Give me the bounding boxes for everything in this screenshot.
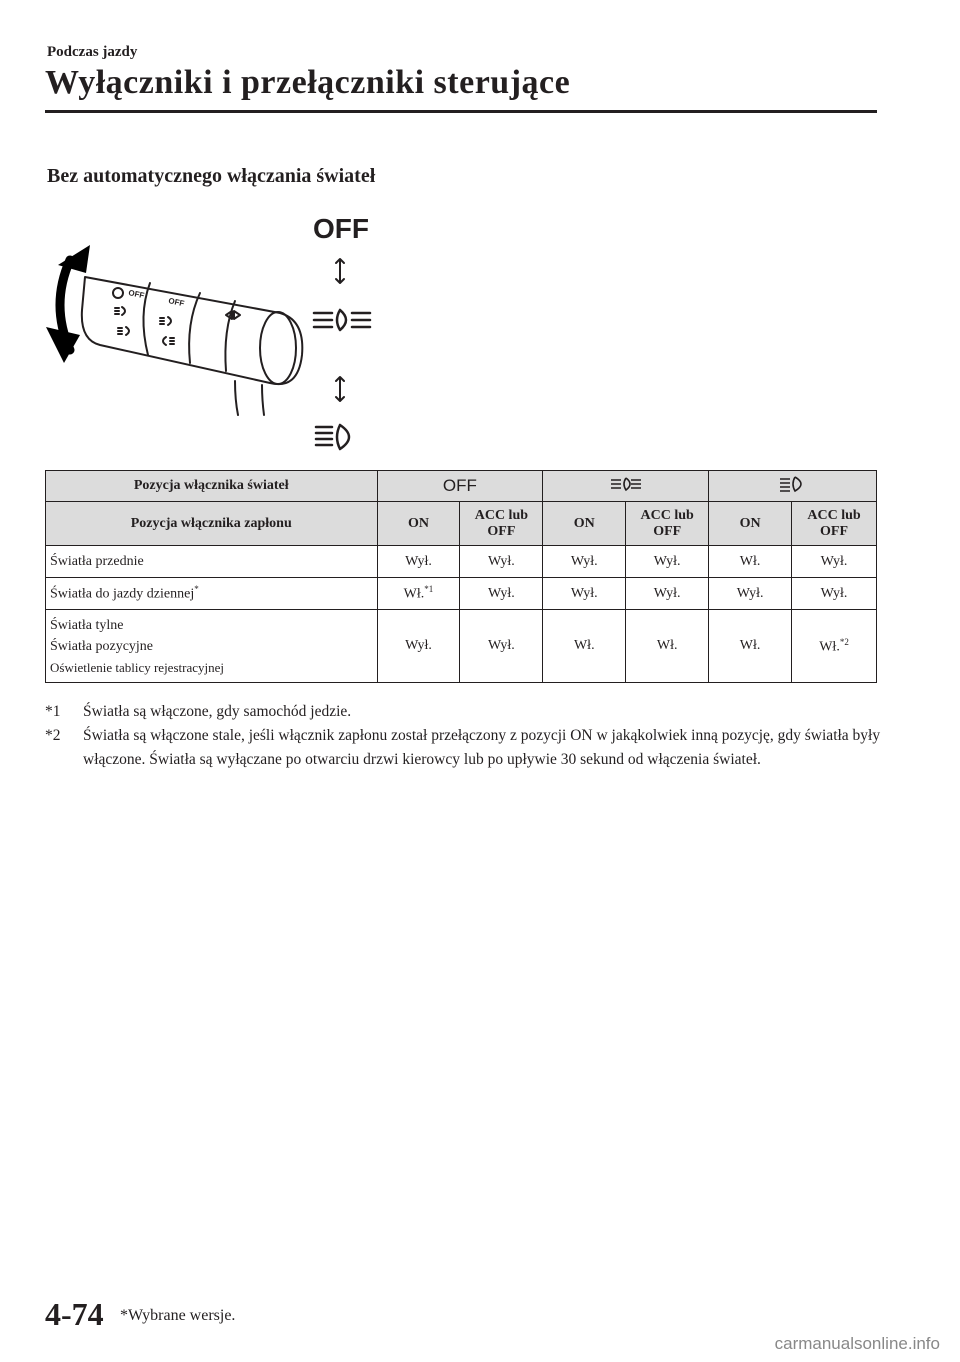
parking-light-icon (606, 475, 646, 493)
cell: Wł. (709, 546, 792, 578)
cell: Wł.$^{*2}$ (792, 610, 877, 683)
stalk-off-label-2: OFF (167, 296, 186, 309)
lights-table (45, 470, 877, 683)
table-header-row-2 (46, 502, 877, 546)
watermark: carmanualsonline.info (774, 1334, 940, 1353)
cell: Wył. (377, 546, 460, 578)
cell: Wył. (377, 610, 460, 683)
headlight-icon (773, 475, 813, 493)
header-off (377, 471, 543, 502)
cell: Wł.$^{*1}$ (377, 578, 460, 610)
cell: Wył. (792, 578, 877, 610)
ignition-acc-3: ACC lub OFF (792, 502, 877, 546)
footnotes (45, 700, 885, 772)
stalk-stem (235, 381, 238, 415)
stalk-off-label-1: OFF (127, 288, 146, 301)
header-parking (543, 471, 709, 502)
title-rule (45, 110, 877, 113)
section-label: Podczas jazdy (47, 44, 138, 60)
cell: Wył. (792, 546, 877, 578)
cell: Wył. (626, 546, 709, 578)
table-row (46, 610, 877, 683)
headlight-icon (118, 327, 129, 335)
page-number: 4-74 (45, 1296, 104, 1332)
headlight-legend-icon (316, 425, 349, 449)
cell: Wył. (460, 610, 543, 683)
stalk-end (260, 312, 296, 384)
row-label: Światła tylne Światła pozycyjne Oświetlenie tablicy rejestracyjnej (46, 610, 378, 683)
row-label: Światła do jazdy dziennej* (46, 578, 378, 610)
stalk-body (82, 277, 303, 384)
cell: Wł. (543, 610, 626, 683)
subheading: Bez automatycznego włączania świateł (47, 165, 376, 187)
page-note: *Wybrane wersje. (120, 1307, 236, 1324)
cell: Wył. (543, 578, 626, 610)
ignition-acc-1: ACC lub OFF (460, 502, 543, 546)
cell: Wł. (626, 610, 709, 683)
stalk-ring-2 (189, 293, 200, 363)
cell: Wył. (543, 546, 626, 578)
table-row (46, 578, 877, 610)
cell: Wł. (709, 610, 792, 683)
rear-fog-light-icon (163, 337, 174, 345)
header-light-switch-position: Pozycja włącznika świateł (46, 471, 378, 502)
table-header-row-1 (46, 471, 877, 502)
cell: Wył. (460, 546, 543, 578)
light-switch-illustration (40, 205, 400, 455)
page-title: Wyłączniki i przełączniki sterujące (45, 64, 571, 101)
footnote: *1 Światła są włączone, gdy samochód jedzie. (45, 703, 352, 720)
turn-signal-icon (226, 311, 240, 319)
off-symbol: OFF (442, 476, 477, 495)
up-down-arrow-icon-2 (336, 377, 344, 401)
parking-light-icon (115, 307, 125, 315)
ignition-on-1: ON (377, 502, 460, 546)
sun-icon (113, 288, 123, 298)
header-ignition-position: Pozycja włącznika zapłonu (46, 502, 378, 546)
row-label: Światła przednie (46, 546, 378, 578)
parking-light-legend-icon (314, 310, 370, 330)
fog-light-icon (160, 317, 171, 325)
ignition-on-3: ON (709, 502, 792, 546)
footnote: *2 Światła są włączone stale, jeśli włącznik zapłonu został przełączony z pozycji ON w jakąkolwiek inną pozycję, gdy światła były włączone. Światła są wyłączane po otwarciu drzwi kierowcy lub po upływie 30 sekund od włączenia świateł. (45, 727, 881, 768)
up-down-arrow-icon (336, 259, 344, 283)
stalk-stem-2 (262, 385, 264, 415)
cell: Wył. (626, 578, 709, 610)
ignition-acc-2: ACC lub OFF (626, 502, 709, 546)
rotation-arrow-head-bottom (46, 327, 80, 363)
cell: Wył. (460, 578, 543, 610)
off-label: OFF (313, 213, 369, 244)
table-row (46, 546, 877, 578)
ignition-on-2: ON (543, 502, 626, 546)
cell: Wył. (709, 578, 792, 610)
header-headlight (709, 471, 877, 502)
